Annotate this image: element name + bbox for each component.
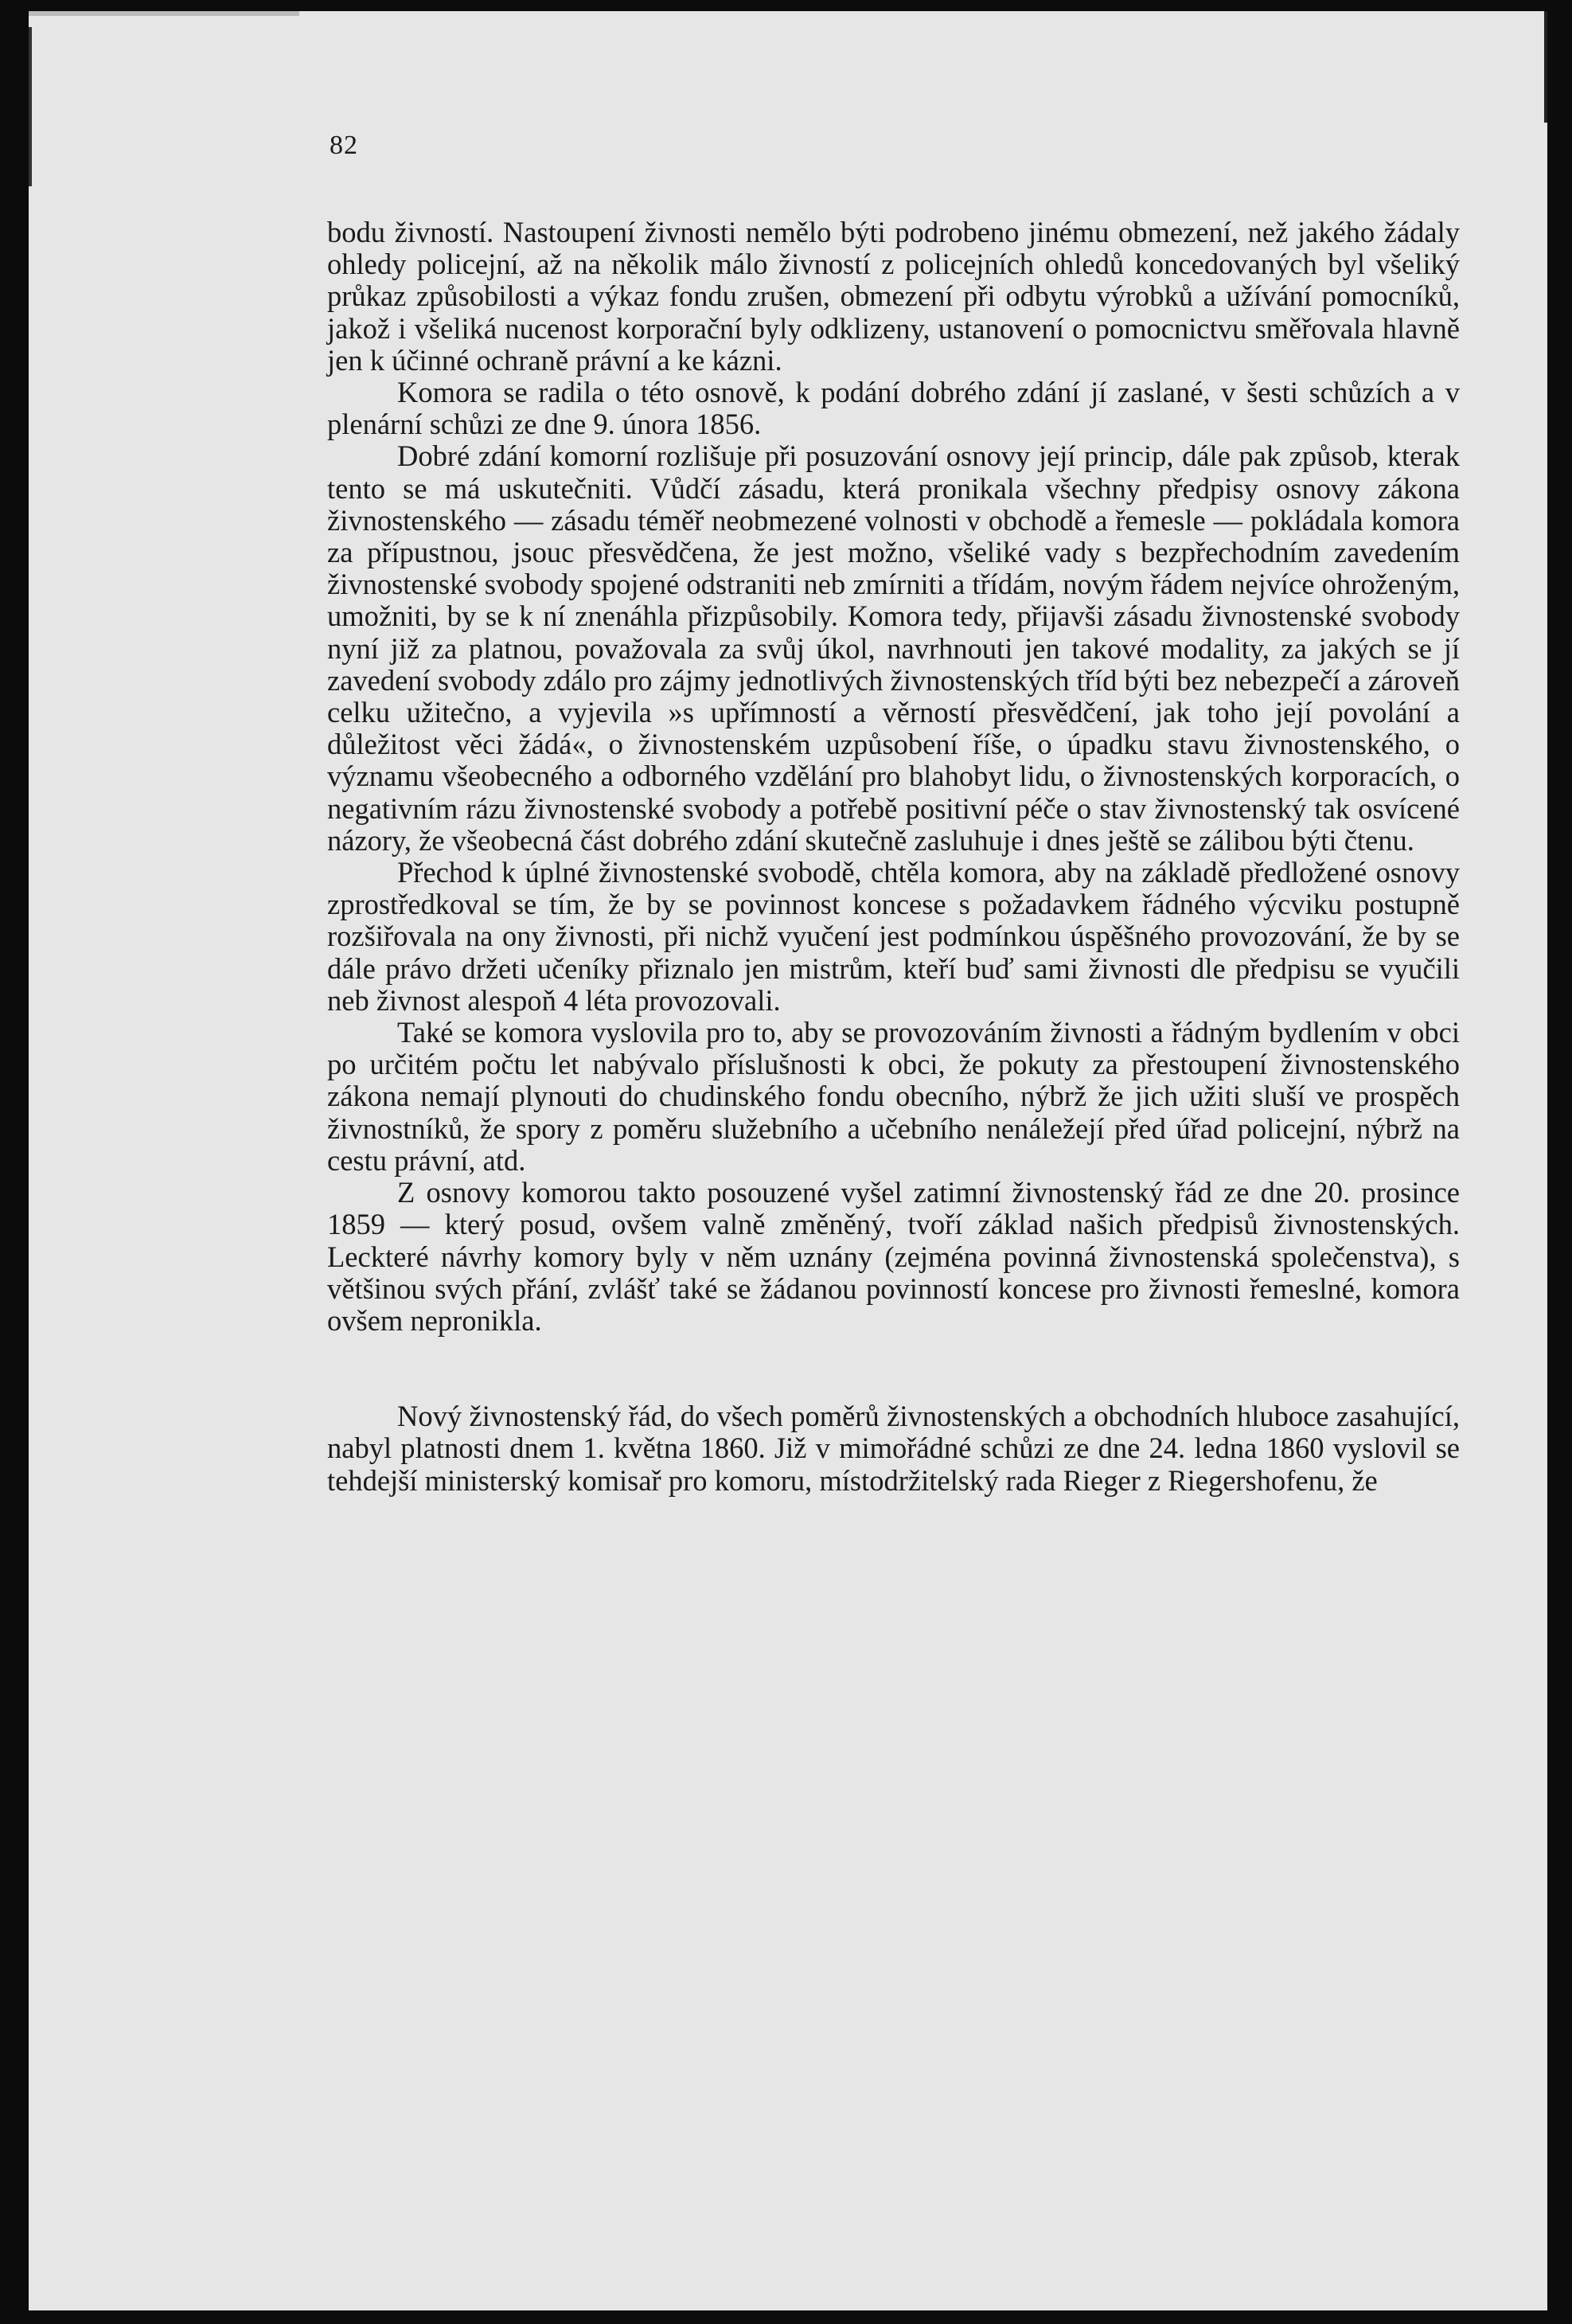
paragraph: bodu živností. Nastoupení živnosti nemělo býti podrobeno jinému obmezení, než jakého žádaly ohledy policejní, až na několik málo živností z policejních ohledů koncedovaných byl všeliký průkaz způsobilosti a výkaz fondu zrušen, obmezení při odbytu výrobků a užívání pomocníků, jakož i všeliká nucenost korporační byly odklizeny, ustanovení o pomocnictvu směřovala hlavně jen k účinné ochraně právní a ke kázni. (327, 216, 1460, 377)
paragraph: Z osnovy komorou takto posouzené vyšel zatimní živnostenský řád ze dne 20. prosince 1859 — který posud, ovšem valně změněný, tvoří základ našich předpisů živnostenských. Leckteré návrhy komory byly v něm uznány (zejména povinná živnostenská společenstva), s většinou svých přání, zvlášť také se žádanou povinností koncese pro živnosti řemeslné, komora ovšem nepronikla. (327, 1176, 1460, 1337)
section-gap (327, 1337, 1460, 1400)
paragraph: Dobré zdání komorní rozlišuje při posuzování osnovy její princip, dále pak způsob, kterak tento se má uskutečniti. Vůdčí zásadu, která pronikala všechny předpisy osnovy zákona živnostenského — zásadu téměř neobmezené volnosti v obchodě a řemesle — pokládala komora za přípustnou, jsouc přesvědčena, že jest možno, všeliké vady s bezpřechodním zavedením živnostenské svobody spojené odstraniti neb zmírniti a třídám, novým řádem nejvíce ohroženým, umožniti, by se k ní znenáhla přizpůsobily. Komora tedy, přijavši zásadu živnostenské svobody nyní již za platnou, považovala za svůj úkol, navrhnouti jen takové modality, za jakých se jí zavedení svobody zdálo pro zájmy jednotlivých živnostenských tříd býti bez nebezpečí a zároveň celku užitečno, a vyjevila »s upřímností a věrností přesvědčení, jak toho její povolání a důležitost věci žádá«, o živnostenském uzpůsobení říše, o úpadku stavu živnostenského, o významu všeobecného a odborného vzdělání pro blahobyt lidu, o živnostenských korporacích, o negativním rázu živnostenské svobody a potřebě positivní péče o stav živnostenský tak osvícené názory, že všeobecná část dobrého zdání skutečně zasluhuje i dnes ještě se zálibou býti čtenu. (327, 439, 1461, 857)
paragraph: Komora se radila o této osnově, k podání dobrého zdání jí zaslané, v šesti schůzích a v plenární schůzi ze dne 9. února 1856. (327, 376, 1460, 441)
scan-edge-left (29, 27, 32, 186)
page-number: 82 (330, 131, 358, 160)
paragraph: Nový živnostenský řád, do všech poměrů živnostenských a obchodních hluboce zasahující, nabyl platnosti dnem 1. května 1860. Již v mimořádné schůzi ze dne 24. ledna 1860 vyslovil se tehdejší ministerský komisař pro komoru, místodržitelský rada Rieger z Riegershofenu, že (327, 1400, 1460, 1497)
body-text (327, 217, 1460, 1497)
scan-edge-right (1544, 11, 1547, 123)
scan-edge-top (29, 11, 299, 16)
scanned-page (29, 11, 1547, 2310)
paragraph: Přechod k úplné živnostenské svobodě, chtěla komora, aby na základě předložené osnovy zprostředkoval se tím, že by se povinnost koncese s požadavkem řádného výcviku postupně rozšiřovala na ony živnosti, při nichž vyučení jest podmínkou úspěšného provozování, že by se dále právo držeti učeníky přiznalo jen mistrům, kteří buď sami živnosti dle předpisu se vyučili neb živnost alespoň 4 léta provozovali. (327, 856, 1460, 1017)
paragraph: Také se komora vyslovila pro to, aby se provozováním živnosti a řádným bydlením v obci po určitém počtu let nabývalo příslušnosti k obci, že pokuty za přestoupení živnostenského zákona nemají plynouti do chudinského fondu obecního, nýbrž že jich užiti sluší ve prospěch živnostníků, že spory z poměru služebního a učebního nenáležejí před úřad policejní, nýbrž na cestu právní, atd. (327, 1016, 1460, 1177)
